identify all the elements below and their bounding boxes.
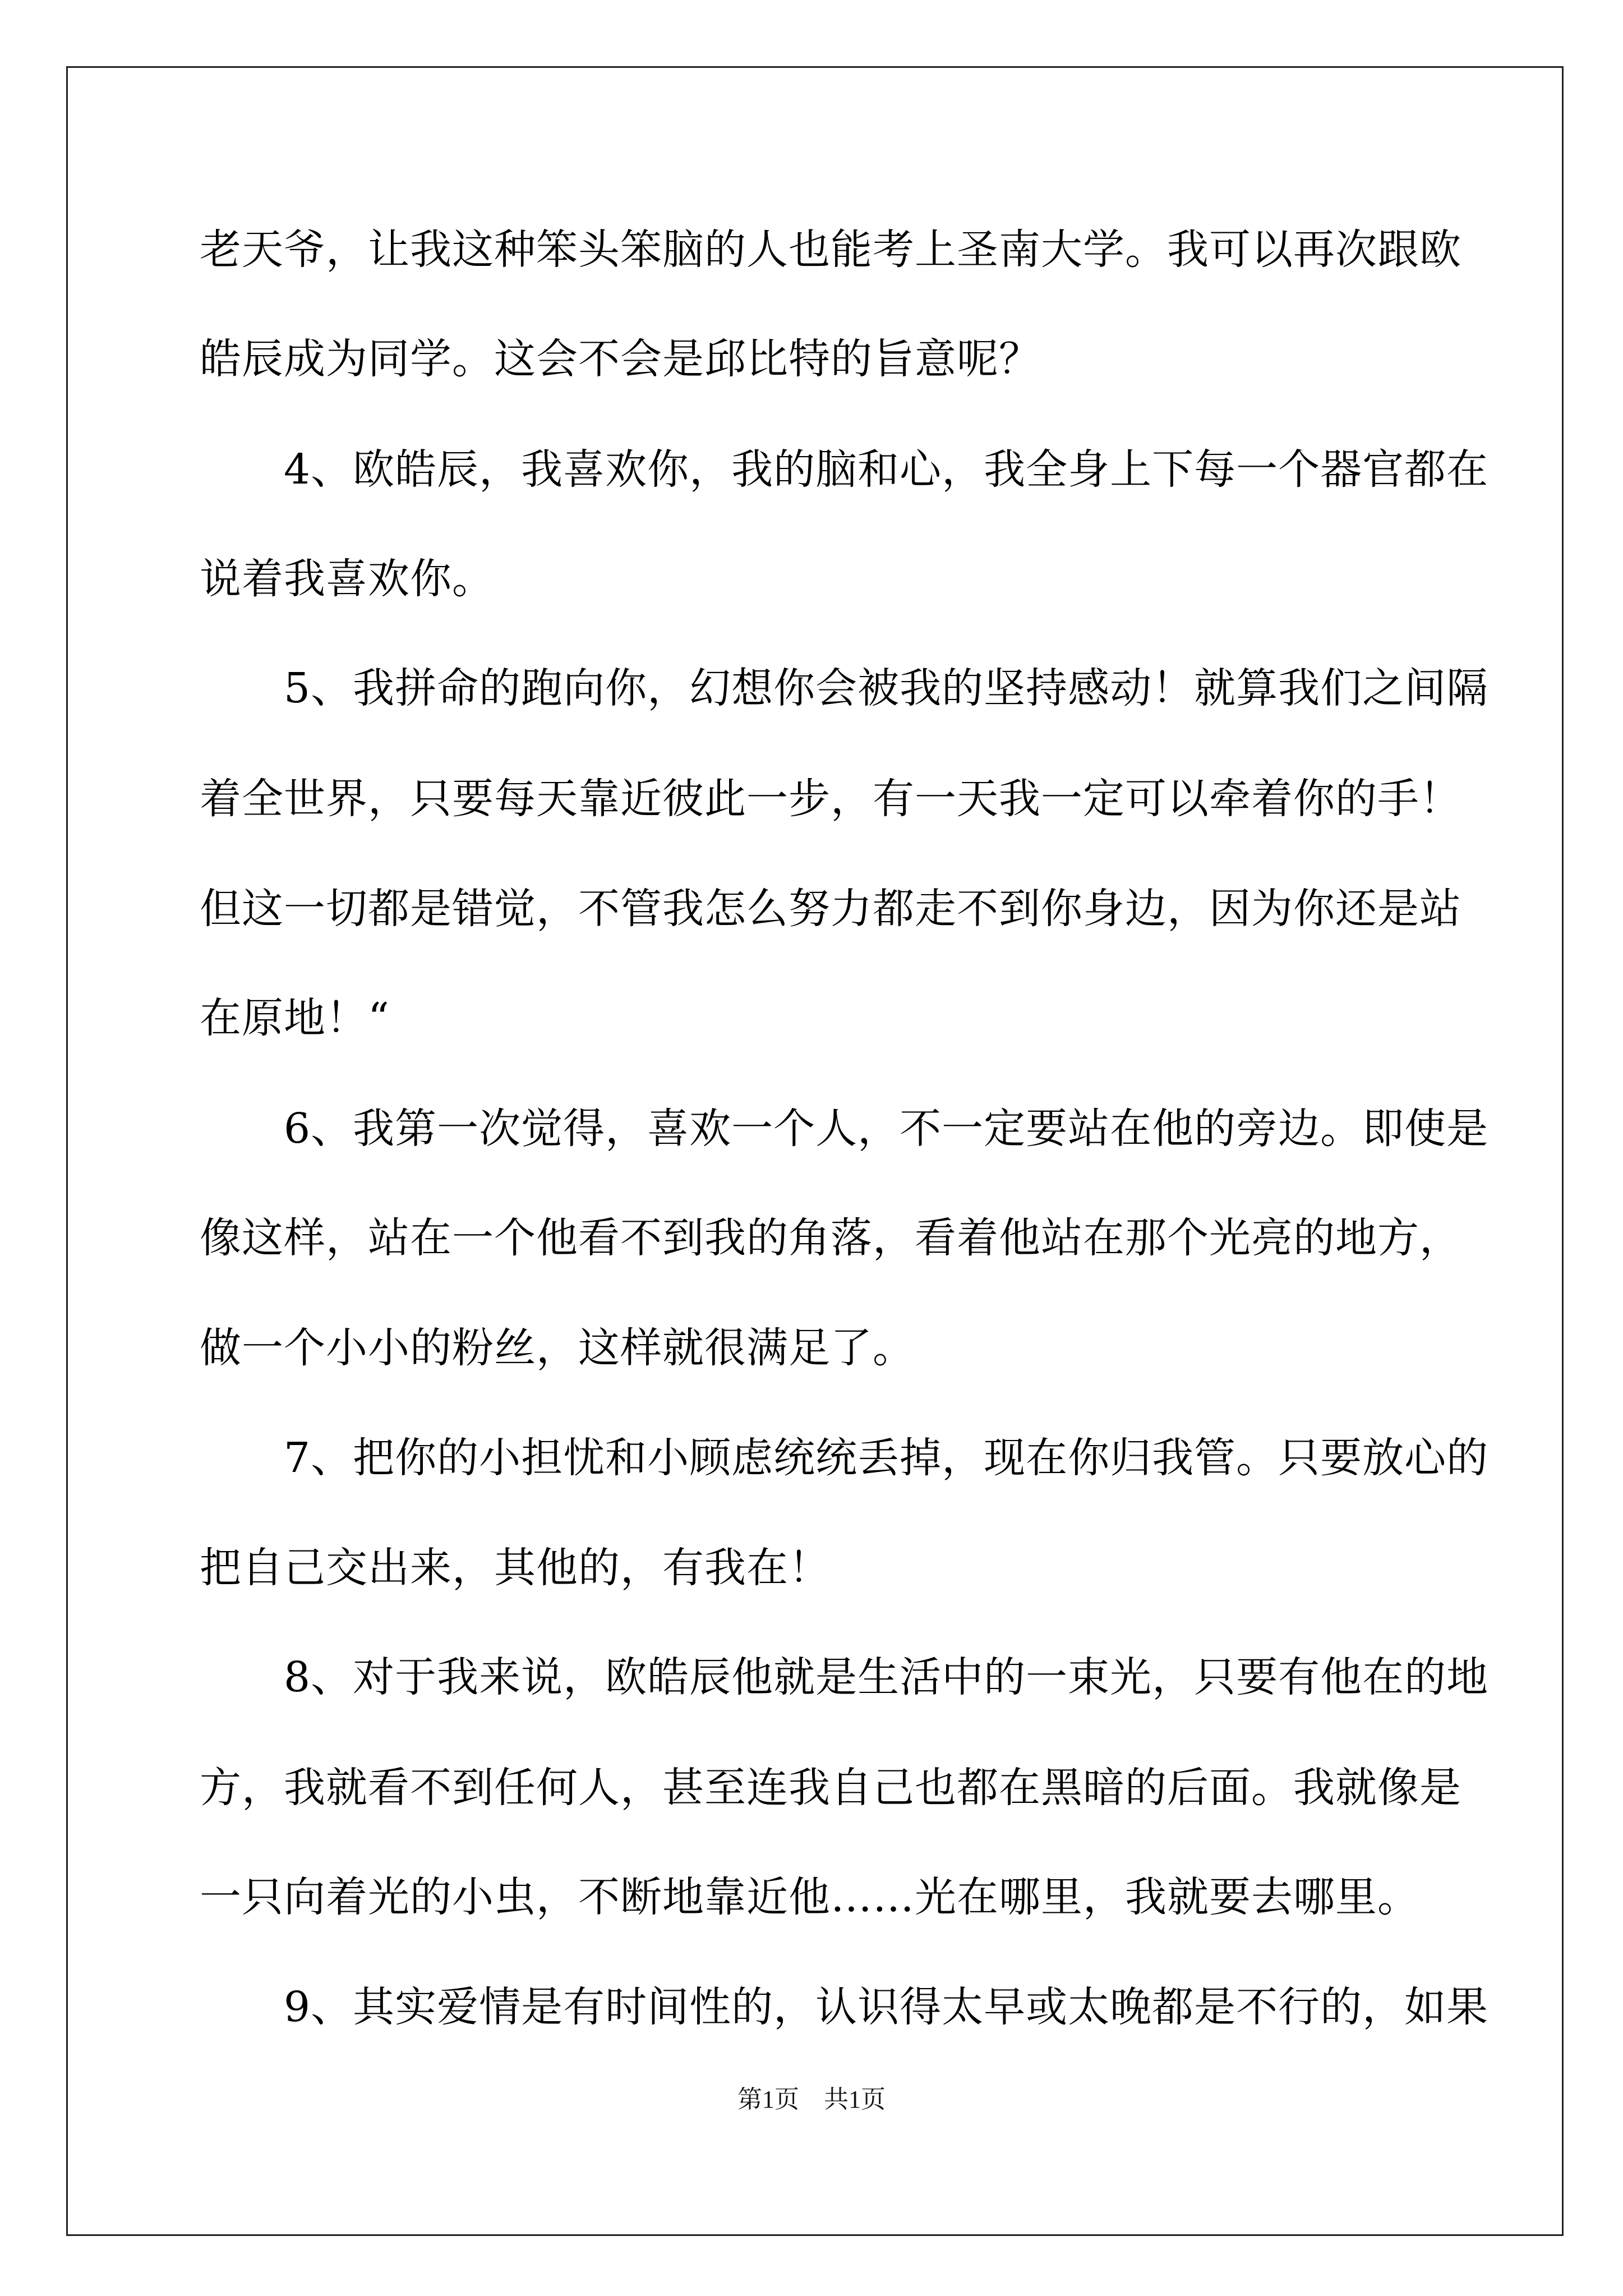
text-line-13: 把自己交出来，其他的，有我在！ [200,1544,831,1592]
text-line-14: 8、对于我来说，欧皓辰他就是生活中的一束光，只要有他在的地 [200,1653,1489,1701]
text-line-17: 9、其实爱情是有时间性的，认识得太早或太晚都是不行的，如果 [200,1983,1489,2031]
text-line-15: 方，我就看不到任何人，甚至连我自己也都在黑暗的后面。我就像是 [200,1764,1461,1812]
text-line-5: 5、我拼命的跑向你，幻想你会被我的坚持感动！就算我们之间隔 [200,664,1489,712]
text-line-11: 做一个小小的粉丝，这样就很满足了。 [200,1324,915,1372]
text-line-16: 一只向着光的小虫，不断地靠近他……光在哪里，我就要去哪里。 [200,1873,1419,1921]
text-line-8: 在原地！“ [200,994,390,1042]
text-line-1: 老天爷，让我这种笨头笨脑的人也能考上圣南大学。我可以再次跟欧 [200,226,1461,274]
text-line-12: 7、把你的小担忧和小顾虑统统丢掉，现在你归我管。只要放心的 [200,1434,1489,1482]
text-line-10: 像这样，站在一个他看不到我的角落，看着他站在那个光亮的地方， [200,1214,1461,1262]
text-line-3: 4、欧皓辰，我喜欢你，我的脑和心，我全身上下每一个器官都在 [200,445,1489,494]
page-footer: 第1页 共1页 [737,2086,886,2113]
text-line-4: 说着我喜欢你。 [200,555,494,603]
text-line-6: 着全世界，只要每天靠近彼此一步，有一天我一定可以牵着你的手！ [200,775,1461,823]
text-line-7: 但这一切都是错觉，不管我怎么努力都走不到你身边，因为你还是站 [200,885,1461,933]
text-line-9: 6、我第一次觉得，喜欢一个人，不一定要站在他的旁边。即使是 [200,1105,1489,1153]
text-line-2: 皓辰成为同学。这会不会是邱比特的旨意呢？ [200,335,1041,383]
